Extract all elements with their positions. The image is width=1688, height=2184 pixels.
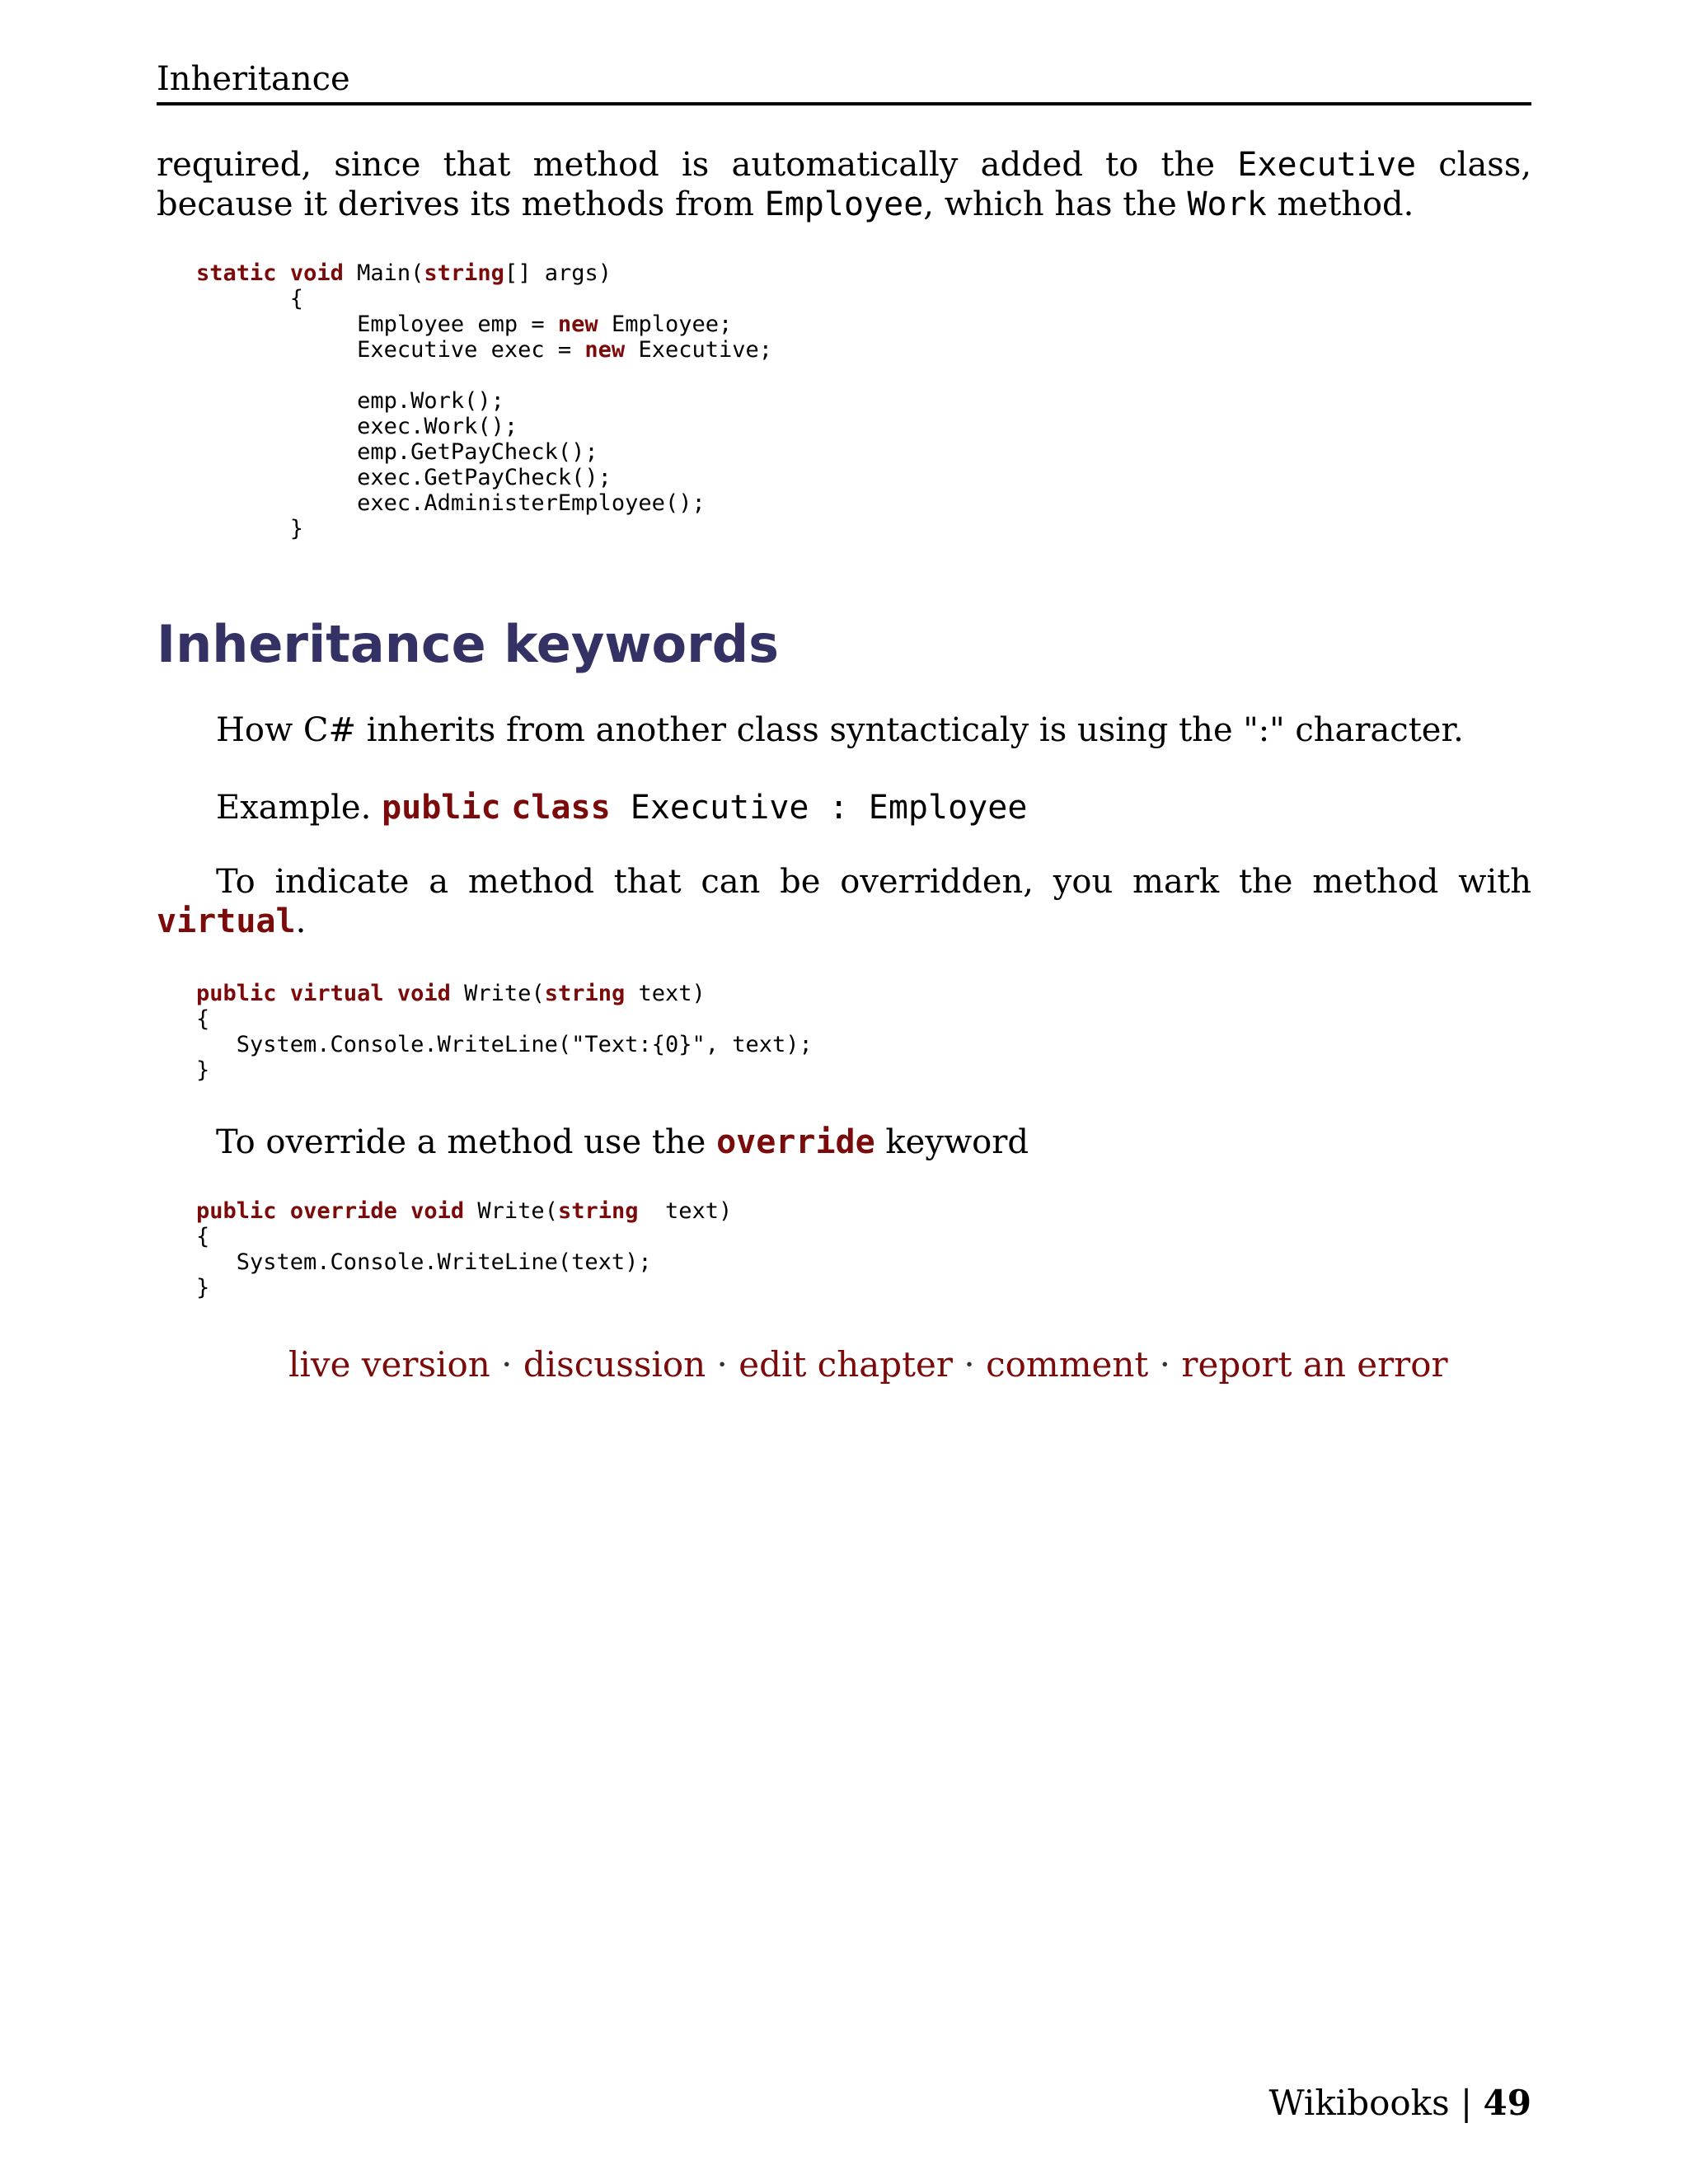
para-word: indicate xyxy=(274,863,410,901)
comment-link[interactable]: comment xyxy=(986,1344,1149,1385)
para-word: mark xyxy=(1132,863,1220,901)
code-line xyxy=(196,312,772,337)
intro-word: automatically xyxy=(731,146,959,184)
running-header: Inheritance xyxy=(157,60,350,98)
keyword: public xyxy=(382,789,501,827)
code-line: emp.Work(); xyxy=(196,388,504,414)
code-line: } xyxy=(196,1275,210,1301)
para-word: with xyxy=(1458,863,1532,901)
keyword: static xyxy=(196,260,277,286)
keyword: override xyxy=(289,1198,397,1224)
footer-divider: | xyxy=(1461,2083,1473,2123)
keyword: new xyxy=(557,312,598,337)
syntax-paragraph: How C# inherits from another class syntacticaly is using the ":" character. xyxy=(216,711,1464,749)
code-line: exec.AdministerEmployee(); xyxy=(196,490,706,516)
keyword: void xyxy=(410,1198,465,1224)
para-word: method xyxy=(1312,863,1439,901)
code-text: text) xyxy=(625,981,706,1006)
report-error-link[interactable]: report an error xyxy=(1181,1344,1448,1385)
keyword: public xyxy=(196,1198,277,1224)
intro-text: method. xyxy=(1266,185,1414,223)
link-separator: · xyxy=(501,1344,513,1385)
intro-text: because it derives its methods from xyxy=(157,185,765,223)
code-line: emp.GetPayCheck(); xyxy=(196,439,598,465)
code-text: [] args) xyxy=(504,260,612,286)
code-line xyxy=(196,1198,732,1224)
code-line: { xyxy=(196,1006,210,1032)
code-line-blank xyxy=(196,363,772,388)
keyword: string xyxy=(557,1198,639,1224)
code-text: Executive; xyxy=(625,337,772,363)
link-separator: · xyxy=(1159,1344,1171,1385)
code-text: Employee emp = xyxy=(196,312,558,337)
code-block-main xyxy=(196,260,772,541)
intro-line-1 xyxy=(157,145,1531,185)
code-line: { xyxy=(196,1224,210,1249)
inline-code-work: Work xyxy=(1187,185,1267,223)
edit-chapter-link[interactable]: edit chapter xyxy=(738,1344,953,1385)
page xyxy=(157,0,1531,2184)
code-text: text) xyxy=(638,1198,733,1224)
intro-word: to xyxy=(1105,146,1139,184)
keyword: void xyxy=(289,260,344,286)
intro-word: is xyxy=(682,146,710,184)
virtual-paragraph-line-2 xyxy=(157,902,1531,941)
link-separator: · xyxy=(716,1344,728,1385)
para-word: method xyxy=(467,863,594,901)
keyword: void xyxy=(396,981,451,1006)
code-text: Employee; xyxy=(598,312,733,337)
code-line xyxy=(196,981,813,1006)
intro-word: since xyxy=(334,146,421,184)
intro-line-2 xyxy=(157,185,1531,224)
link-separator: · xyxy=(964,1344,975,1385)
keyword: new xyxy=(584,337,626,363)
example-label: Example. xyxy=(216,789,382,827)
code-line: System.Console.WriteLine(text); xyxy=(196,1249,652,1275)
intro-word: class, xyxy=(1438,146,1532,184)
intro-word: the xyxy=(1160,146,1216,184)
para-word: can xyxy=(701,863,761,901)
footer-site: Wikibooks xyxy=(1268,2083,1450,2123)
keyword: public xyxy=(196,981,277,1006)
para-word: that xyxy=(613,863,682,901)
chapter-links xyxy=(288,1342,1448,1388)
intro-word: that xyxy=(443,146,511,184)
para-word: you xyxy=(1053,863,1114,901)
override-paragraph xyxy=(216,1119,1029,1165)
code-block-override xyxy=(196,1198,732,1301)
code-text: Write( xyxy=(450,981,545,1006)
keyword: string xyxy=(544,981,626,1006)
para-text: To override a method use the xyxy=(216,1123,717,1161)
para-word: a xyxy=(429,863,449,901)
section-title: Inheritance keywords xyxy=(157,614,779,674)
example-paragraph xyxy=(216,785,1027,831)
inline-code-executive: Executive xyxy=(1237,146,1417,184)
virtual-paragraph-line-1 xyxy=(216,862,1531,902)
para-word: overridden, xyxy=(840,863,1034,901)
page-number: 49 xyxy=(1483,2083,1531,2123)
para-word: the xyxy=(1238,863,1293,901)
discussion-link[interactable]: discussion xyxy=(523,1344,706,1385)
code-block-virtual xyxy=(196,981,813,1083)
code-line: } xyxy=(196,516,304,541)
intro-word: required, xyxy=(157,146,312,184)
para-word: To xyxy=(216,863,256,901)
para-text: . xyxy=(295,902,307,940)
intro-text: , which has the xyxy=(923,185,1188,223)
keyword: virtual xyxy=(157,902,296,940)
live-version-link[interactable]: live version xyxy=(288,1344,490,1385)
code-line xyxy=(196,337,772,363)
code-text: Main( xyxy=(343,260,424,286)
intro-word: added xyxy=(980,146,1083,184)
header-rule xyxy=(157,102,1531,105)
page-footer xyxy=(1268,2080,1531,2126)
code-line: System.Console.WriteLine("Text:{0}", text); xyxy=(196,1032,813,1057)
code-text: Executive exec = xyxy=(196,337,585,363)
para-word: be xyxy=(780,863,821,901)
code-line: exec.GetPayCheck(); xyxy=(196,465,612,490)
inline-code-employee: Employee xyxy=(764,185,924,223)
code-line: { xyxy=(196,286,304,312)
para-text: keyword xyxy=(874,1123,1029,1161)
keyword: virtual xyxy=(289,981,384,1006)
example-code: Executive : Employee xyxy=(610,789,1028,827)
keyword: string xyxy=(424,260,504,286)
code-line: exec.Work(); xyxy=(196,414,518,439)
code-text: Write( xyxy=(464,1198,558,1224)
keyword: class xyxy=(511,789,611,827)
code-line: } xyxy=(196,1057,210,1083)
intro-word: method xyxy=(532,146,659,184)
code-line xyxy=(196,260,772,286)
keyword: override xyxy=(716,1123,875,1161)
